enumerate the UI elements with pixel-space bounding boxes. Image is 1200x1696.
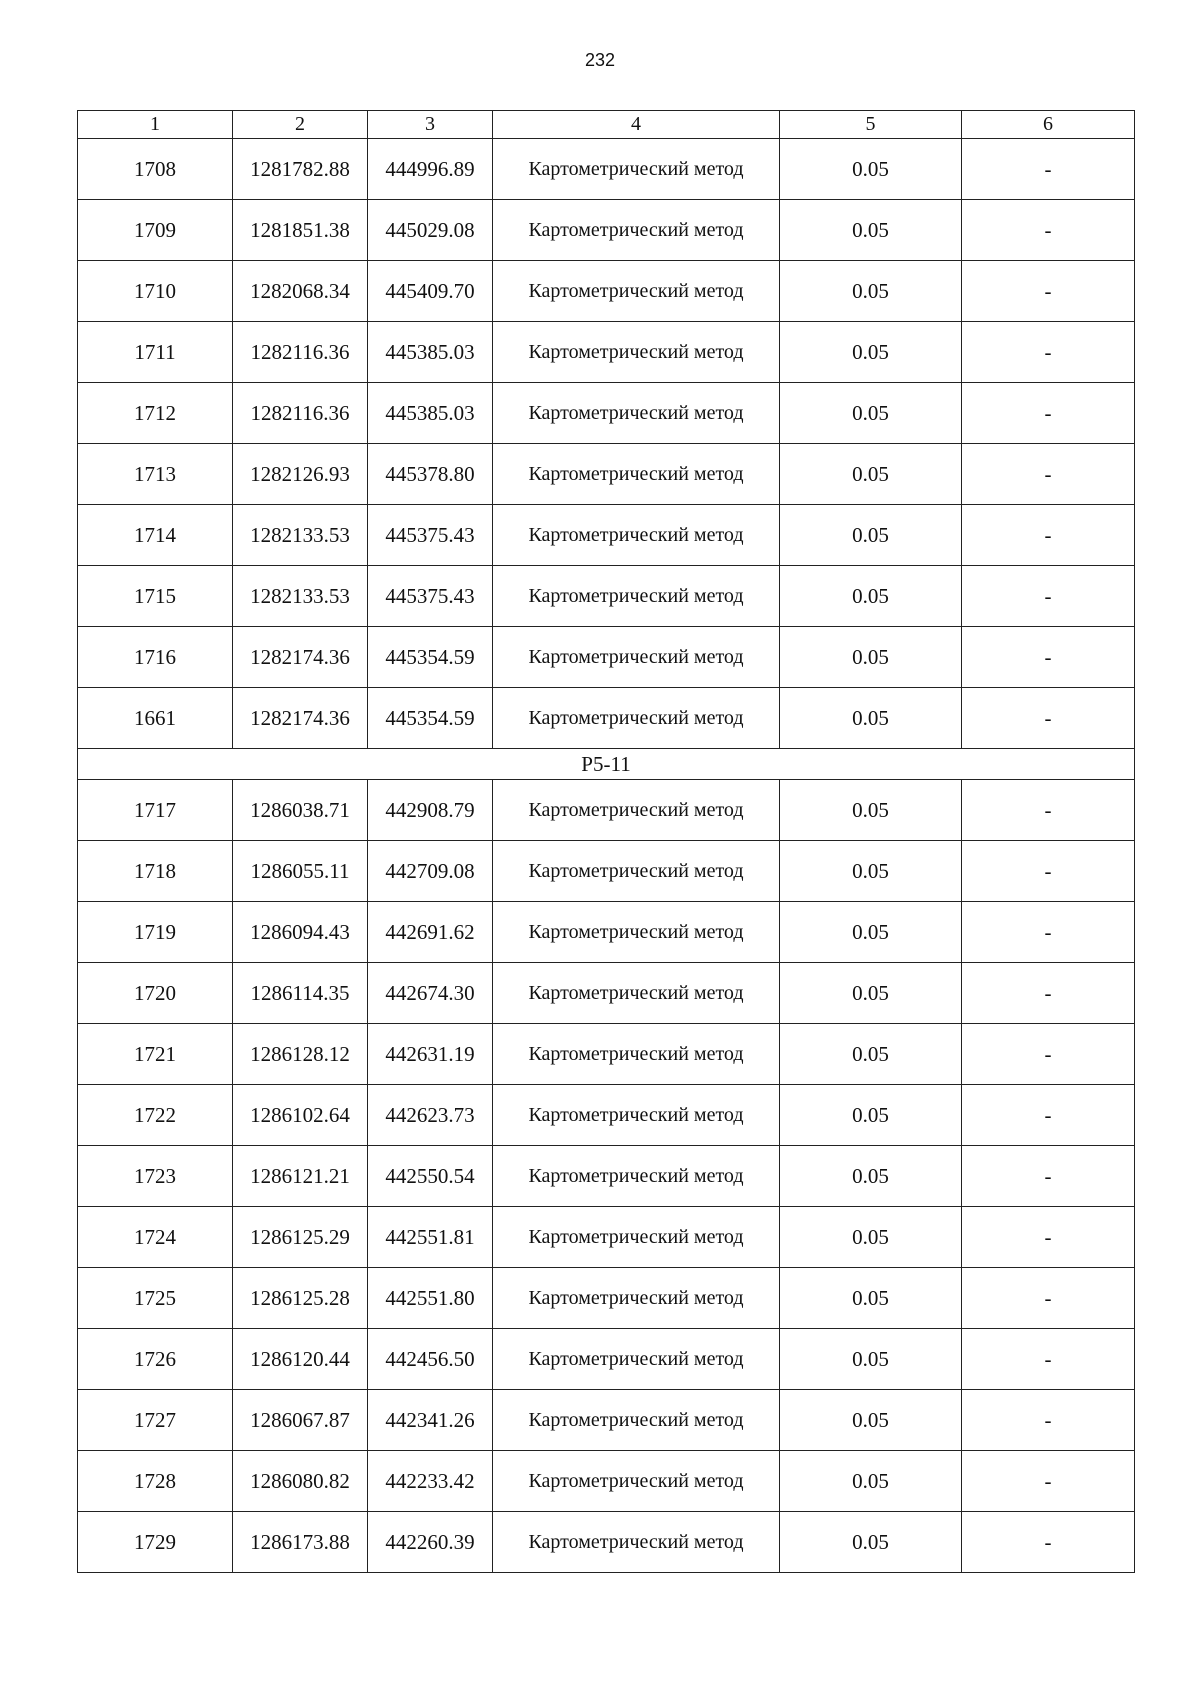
table-row bbox=[78, 444, 1135, 505]
cell-coord-y: 445385.03 bbox=[368, 322, 493, 383]
table-row bbox=[78, 1024, 1135, 1085]
header-cell-1: 1 bbox=[78, 111, 233, 139]
cell-accuracy: 0.05 bbox=[780, 261, 962, 322]
table-row bbox=[78, 1451, 1135, 1512]
cell-method: Картометрический метод bbox=[493, 1390, 780, 1451]
header-cell-4: 4 bbox=[493, 111, 780, 139]
cell-coord-x: 1286038.71 bbox=[233, 780, 368, 841]
cell-accuracy: 0.05 bbox=[780, 1390, 962, 1451]
cell-point-number: 1710 bbox=[78, 261, 233, 322]
cell-accuracy: 0.05 bbox=[780, 1207, 962, 1268]
cell-method: Картометрический метод bbox=[493, 1146, 780, 1207]
cell-method: Картометрический метод bbox=[493, 841, 780, 902]
cell-coord-y: 442908.79 bbox=[368, 780, 493, 841]
cell-method: Картометрический метод bbox=[493, 1329, 780, 1390]
cell-coord-x: 1282174.36 bbox=[233, 627, 368, 688]
cell-accuracy: 0.05 bbox=[780, 1329, 962, 1390]
cell-note: - bbox=[962, 1085, 1135, 1146]
cell-note: - bbox=[962, 780, 1135, 841]
cell-accuracy: 0.05 bbox=[780, 688, 962, 749]
cell-coord-x: 1286102.64 bbox=[233, 1085, 368, 1146]
cell-coord-x: 1282116.36 bbox=[233, 322, 368, 383]
cell-note: - bbox=[962, 1390, 1135, 1451]
table-row bbox=[78, 627, 1135, 688]
header-cell-2: 2 bbox=[233, 111, 368, 139]
cell-method: Картометрический метод bbox=[493, 1024, 780, 1085]
cell-coord-y: 442260.39 bbox=[368, 1512, 493, 1573]
cell-accuracy: 0.05 bbox=[780, 780, 962, 841]
cell-coord-y: 442674.30 bbox=[368, 963, 493, 1024]
cell-coord-x: 1286128.12 bbox=[233, 1024, 368, 1085]
cell-note: - bbox=[962, 322, 1135, 383]
cell-coord-x: 1282126.93 bbox=[233, 444, 368, 505]
cell-note: - bbox=[962, 1329, 1135, 1390]
cell-point-number: 1729 bbox=[78, 1512, 233, 1573]
cell-method: Картометрический метод bbox=[493, 1207, 780, 1268]
cell-coord-y: 445385.03 bbox=[368, 383, 493, 444]
cell-note: - bbox=[962, 383, 1135, 444]
cell-coord-y: 442456.50 bbox=[368, 1329, 493, 1390]
cell-accuracy: 0.05 bbox=[780, 139, 962, 200]
cell-coord-x: 1286094.43 bbox=[233, 902, 368, 963]
cell-note: - bbox=[962, 1146, 1135, 1207]
cell-note: - bbox=[962, 1024, 1135, 1085]
cell-note: - bbox=[962, 963, 1135, 1024]
cell-coord-x: 1286121.21 bbox=[233, 1146, 368, 1207]
cell-accuracy: 0.05 bbox=[780, 1512, 962, 1573]
cell-accuracy: 0.05 bbox=[780, 383, 962, 444]
cell-method: Картометрический метод bbox=[493, 780, 780, 841]
cell-note: - bbox=[962, 902, 1135, 963]
cell-point-number: 1716 bbox=[78, 627, 233, 688]
cell-coord-x: 1281851.38 bbox=[233, 200, 368, 261]
cell-coord-x: 1281782.88 bbox=[233, 139, 368, 200]
table-row bbox=[78, 1329, 1135, 1390]
cell-method: Картометрический метод bbox=[493, 688, 780, 749]
table-row bbox=[78, 139, 1135, 200]
cell-point-number: 1719 bbox=[78, 902, 233, 963]
cell-method: Картометрический метод bbox=[493, 322, 780, 383]
cell-coord-y: 444996.89 bbox=[368, 139, 493, 200]
cell-note: - bbox=[962, 139, 1135, 200]
cell-point-number: 1722 bbox=[78, 1085, 233, 1146]
cell-accuracy: 0.05 bbox=[780, 322, 962, 383]
cell-method: Картометрический метод bbox=[493, 566, 780, 627]
cell-note: - bbox=[962, 200, 1135, 261]
table-row bbox=[78, 261, 1135, 322]
cell-method: Картометрический метод bbox=[493, 444, 780, 505]
header-cell-3: 3 bbox=[368, 111, 493, 139]
cell-point-number: 1711 bbox=[78, 322, 233, 383]
cell-coord-x: 1286114.35 bbox=[233, 963, 368, 1024]
cell-note: - bbox=[962, 841, 1135, 902]
table-row bbox=[78, 200, 1135, 261]
cell-coord-x: 1282116.36 bbox=[233, 383, 368, 444]
cell-coord-y: 442691.62 bbox=[368, 902, 493, 963]
table-row bbox=[78, 1207, 1135, 1268]
cell-accuracy: 0.05 bbox=[780, 444, 962, 505]
cell-method: Картометрический метод bbox=[493, 200, 780, 261]
cell-note: - bbox=[962, 1451, 1135, 1512]
cell-coord-y: 442341.26 bbox=[368, 1390, 493, 1451]
section-title: Р5-11 bbox=[78, 749, 1135, 780]
coordinates-table bbox=[77, 110, 1135, 1573]
table-row bbox=[78, 780, 1135, 841]
cell-coord-x: 1286080.82 bbox=[233, 1451, 368, 1512]
cell-note: - bbox=[962, 261, 1135, 322]
table-row bbox=[78, 566, 1135, 627]
cell-method: Картометрический метод bbox=[493, 139, 780, 200]
cell-note: - bbox=[962, 505, 1135, 566]
cell-note: - bbox=[962, 1512, 1135, 1573]
cell-note: - bbox=[962, 1207, 1135, 1268]
cell-coord-x: 1282133.53 bbox=[233, 566, 368, 627]
cell-accuracy: 0.05 bbox=[780, 841, 962, 902]
cell-point-number: 1726 bbox=[78, 1329, 233, 1390]
cell-coord-y: 445354.59 bbox=[368, 627, 493, 688]
header-cell-6: 6 bbox=[962, 111, 1135, 139]
cell-coord-x: 1282068.34 bbox=[233, 261, 368, 322]
table-row bbox=[78, 1512, 1135, 1573]
cell-point-number: 1723 bbox=[78, 1146, 233, 1207]
cell-note: - bbox=[962, 1268, 1135, 1329]
cell-coord-y: 442550.54 bbox=[368, 1146, 493, 1207]
cell-coord-y: 442709.08 bbox=[368, 841, 493, 902]
cell-method: Картометрический метод bbox=[493, 627, 780, 688]
table-row bbox=[78, 505, 1135, 566]
cell-coord-x: 1286067.87 bbox=[233, 1390, 368, 1451]
cell-coord-x: 1282174.36 bbox=[233, 688, 368, 749]
cell-accuracy: 0.05 bbox=[780, 1085, 962, 1146]
cell-point-number: 1715 bbox=[78, 566, 233, 627]
cell-accuracy: 0.05 bbox=[780, 566, 962, 627]
cell-coord-y: 442631.19 bbox=[368, 1024, 493, 1085]
cell-note: - bbox=[962, 688, 1135, 749]
cell-coord-y: 442551.80 bbox=[368, 1268, 493, 1329]
header-row bbox=[78, 111, 1135, 139]
cell-coord-y: 445354.59 bbox=[368, 688, 493, 749]
cell-coord-y: 445375.43 bbox=[368, 505, 493, 566]
cell-point-number: 1661 bbox=[78, 688, 233, 749]
table-row bbox=[78, 902, 1135, 963]
table-row bbox=[78, 383, 1135, 444]
cell-accuracy: 0.05 bbox=[780, 902, 962, 963]
cell-point-number: 1717 bbox=[78, 780, 233, 841]
table-row bbox=[78, 1390, 1135, 1451]
cell-accuracy: 0.05 bbox=[780, 1146, 962, 1207]
header-cell-5: 5 bbox=[780, 111, 962, 139]
cell-method: Картометрический метод bbox=[493, 902, 780, 963]
cell-coord-x: 1282133.53 bbox=[233, 505, 368, 566]
cell-point-number: 1720 bbox=[78, 963, 233, 1024]
cell-accuracy: 0.05 bbox=[780, 627, 962, 688]
cell-coord-y: 445378.80 bbox=[368, 444, 493, 505]
cell-point-number: 1712 bbox=[78, 383, 233, 444]
cell-point-number: 1709 bbox=[78, 200, 233, 261]
cell-note: - bbox=[962, 444, 1135, 505]
cell-method: Картометрический метод bbox=[493, 505, 780, 566]
table-row bbox=[78, 841, 1135, 902]
cell-method: Картометрический метод bbox=[493, 1268, 780, 1329]
section-row bbox=[78, 749, 1135, 780]
cell-accuracy: 0.05 bbox=[780, 1024, 962, 1085]
cell-point-number: 1728 bbox=[78, 1451, 233, 1512]
cell-coord-y: 442233.42 bbox=[368, 1451, 493, 1512]
cell-method: Картометрический метод bbox=[493, 1512, 780, 1573]
cell-coord-x: 1286125.29 bbox=[233, 1207, 368, 1268]
cell-coord-y: 442551.81 bbox=[368, 1207, 493, 1268]
table-row bbox=[78, 1146, 1135, 1207]
cell-method: Картометрический метод bbox=[493, 1451, 780, 1512]
cell-accuracy: 0.05 bbox=[780, 1451, 962, 1512]
cell-coord-y: 445409.70 bbox=[368, 261, 493, 322]
table-row bbox=[78, 688, 1135, 749]
cell-note: - bbox=[962, 566, 1135, 627]
table-body bbox=[78, 111, 1135, 1573]
cell-point-number: 1727 bbox=[78, 1390, 233, 1451]
cell-method: Картометрический метод bbox=[493, 1085, 780, 1146]
cell-point-number: 1718 bbox=[78, 841, 233, 902]
cell-note: - bbox=[962, 627, 1135, 688]
cell-accuracy: 0.05 bbox=[780, 200, 962, 261]
cell-coord-x: 1286125.28 bbox=[233, 1268, 368, 1329]
cell-point-number: 1708 bbox=[78, 139, 233, 200]
cell-method: Картометрический метод bbox=[493, 383, 780, 444]
cell-coord-y: 445029.08 bbox=[368, 200, 493, 261]
cell-point-number: 1721 bbox=[78, 1024, 233, 1085]
table-row bbox=[78, 1268, 1135, 1329]
cell-coord-x: 1286173.88 bbox=[233, 1512, 368, 1573]
cell-accuracy: 0.05 bbox=[780, 963, 962, 1024]
cell-point-number: 1713 bbox=[78, 444, 233, 505]
page-number: 232 bbox=[584, 50, 616, 70]
cell-coord-y: 442623.73 bbox=[368, 1085, 493, 1146]
table-row bbox=[78, 322, 1135, 383]
cell-coord-x: 1286120.44 bbox=[233, 1329, 368, 1390]
cell-method: Картометрический метод bbox=[493, 963, 780, 1024]
cell-point-number: 1724 bbox=[78, 1207, 233, 1268]
cell-point-number: 1725 bbox=[78, 1268, 233, 1329]
cell-accuracy: 0.05 bbox=[780, 505, 962, 566]
cell-method: Картометрический метод bbox=[493, 261, 780, 322]
table-row bbox=[78, 1085, 1135, 1146]
cell-coord-y: 445375.43 bbox=[368, 566, 493, 627]
cell-coord-x: 1286055.11 bbox=[233, 841, 368, 902]
cell-accuracy: 0.05 bbox=[780, 1268, 962, 1329]
table-row bbox=[78, 963, 1135, 1024]
cell-point-number: 1714 bbox=[78, 505, 233, 566]
